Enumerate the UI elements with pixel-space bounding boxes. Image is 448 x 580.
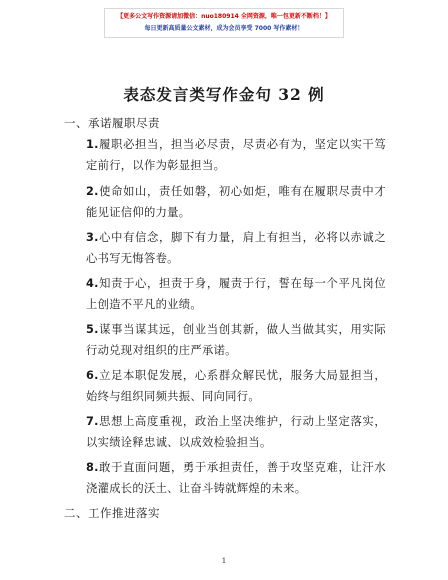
quote-text: 谋事当谋其远，创业当创其新，做人当做其实，用实际行动兑现对组织的庄严承诺。 bbox=[86, 323, 386, 357]
quote-item-1 bbox=[86, 134, 386, 176]
quote-item-7 bbox=[86, 411, 386, 453]
quote-number: 3. bbox=[86, 231, 99, 244]
document-title: 表态发言类写作金句 32 例 bbox=[123, 85, 325, 104]
quote-text: 知责于心，担责于身，履责于行，誓在每一个平凡岗位上创造不平凡的业绩。 bbox=[86, 277, 386, 311]
promo-line-2: 每日更新高质量公文素材，成为会员享受 7000 写作素材！ bbox=[144, 25, 304, 32]
quote-text: 心中有信念，脚下有力量，肩上有担当，必将以赤诚之心书写无悔答卷。 bbox=[86, 231, 386, 265]
quote-text: 思想上高度重视，政治上坚决维护，行动上坚定落实，以实绩诠释忠诚、以成效检验担当。 bbox=[86, 415, 386, 449]
quote-number: 4. bbox=[86, 277, 99, 290]
quote-number: 1. bbox=[86, 138, 99, 151]
quote-item-2 bbox=[86, 181, 386, 223]
quote-item-4 bbox=[86, 273, 386, 315]
section-heading-2: 二、工作推进落实 bbox=[64, 506, 160, 520]
quote-number: 2. bbox=[86, 185, 99, 198]
section-heading-1: 一、承诺履职尽责 bbox=[64, 116, 160, 130]
quote-item-6 bbox=[86, 365, 386, 407]
quote-text: 立足本职促发展，心系群众解民忧，服务大局显担当，始终与组织同频共振、同向同行。 bbox=[86, 369, 386, 403]
page-number: 1 bbox=[221, 556, 227, 565]
quote-item-8 bbox=[86, 457, 386, 499]
quote-number: 8. bbox=[86, 461, 99, 474]
quote-item-5 bbox=[86, 319, 386, 361]
quote-number: 5. bbox=[86, 323, 99, 336]
quote-number: 7. bbox=[86, 415, 99, 428]
promo-banner bbox=[104, 8, 344, 38]
promo-line-1: 【更多公文写作资源请加微信：nuo180914 全网资源，唯一包更新不断档！】 bbox=[117, 13, 331, 20]
quote-text: 敢于直面问题，勇于承担责任，善于攻坚克难，让汗水浇灌成长的沃土、让奋斗铸就辉煌的未来。 bbox=[86, 461, 386, 495]
quote-text: 履职必担当，担当必尽责，尽责必有为，坚定以实干笃定前行，以作为彰显担当。 bbox=[86, 138, 386, 172]
quote-number: 6. bbox=[86, 369, 99, 382]
quote-item-3 bbox=[86, 227, 386, 269]
quote-text: 使命如山，责任如磐，初心如炬，唯有在履职尽责中才能见证信仰的力量。 bbox=[86, 185, 386, 219]
